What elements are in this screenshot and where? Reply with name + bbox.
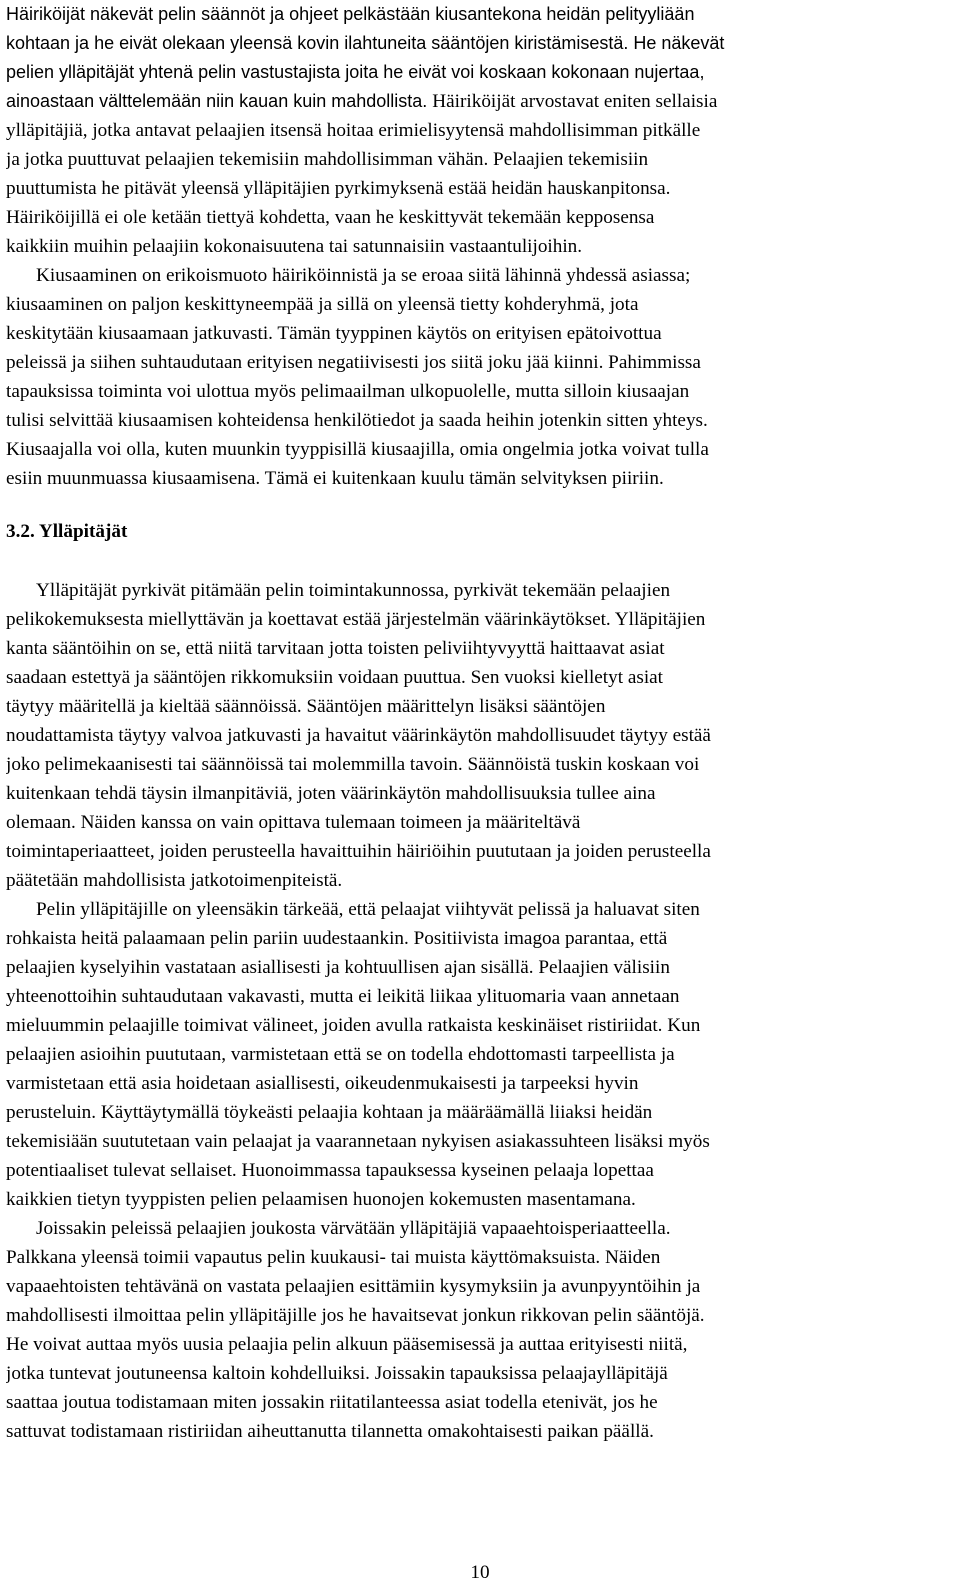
text-line: päätetään mahdollisista jatkotoimenpiteistä. — [6, 870, 343, 891]
text-line: kaikkien tietyn tyyppisten pelien pelaamisen huonojen kokemusten masentamana. — [6, 1189, 636, 1210]
text-line: täytyy määritellä ja kieltää säännöissä. Sääntöjen määrittelyn lisäksi sääntöjen — [6, 696, 606, 717]
text-line: Joissakin peleissä pelaajien joukosta värvätään ylläpitäjiä vapaaehtoisperiaatteella. — [36, 1218, 671, 1239]
document-page — [6, 0, 950, 1446]
text-fragment: ainoastaan välttelemään niin kauan kuin mahdollista. — [6, 91, 428, 111]
text-line: tapauksissa toiminta voi ulottua myös pelimaailman ulkopuolelle, mutta silloin kiusaajan — [6, 381, 690, 402]
text-fragment: Häiriköijät arvostavat eniten sellaisia — [432, 91, 718, 112]
text-line: mahdollisesti ilmoittaa pelin ylläpitäjille jos he havaitsevat jonkun rikkovan pelin sääntöjä. — [6, 1305, 705, 1326]
text-line: noudattamista täytyy valvoa jatkuvasti ja havaitut väärinkäytön mahdollisuudet täytyy estää — [6, 725, 711, 746]
text-line: kiusaaminen on paljon keskittyneempää ja sillä on yleensä tietty kohderyhmä, jota — [6, 294, 639, 315]
text-line: pelaajien asioihin puututaan, varmistetaan että se on todella ehdottomasti tarpeellista ja — [6, 1044, 675, 1065]
text-line: pelikokemuksesta miellyttävän ja koettavat estää järjestelmän väärinkäytökset. Ylläpitäjien — [6, 609, 706, 630]
text-line: olemaan. Näiden kanssa on vain opittava tulemaan toimeen ja määriteltävä — [6, 812, 581, 833]
text-line: peleissä ja siihen suhtaudutaan erityisen negatiivisesti jos siitä joku jää kiinni. Pahimmissa — [6, 352, 701, 373]
paragraph-admins-goals — [6, 576, 950, 895]
text-line: Pelin ylläpitäjille on yleensäkin tärkeää, että pelaajat viihtyvät pelissä ja haluavat siten — [36, 899, 700, 920]
text-line: saadaan estettyä ja sääntöjen rikkomuksiin voidaan puuttua. Sen vuoksi kielletyt asiat — [6, 667, 664, 688]
paragraph-bullying — [6, 261, 950, 493]
paragraph-troublemakers-admins — [6, 116, 950, 261]
text-line: potentiaaliset tulevat sellaiset. Huonoimmassa tapauksessa kyseinen pelaaja lopettaa — [6, 1160, 654, 1181]
text-line-mixed — [6, 87, 950, 116]
text-line: perusteluin. Käyttäytymällä töykeästi pelaajia kohtaan ja määräämällä liiaksi heidän — [6, 1102, 653, 1123]
text-line: saattaa joutua todistamaan miten jossakin riitatilanteessa asiat todella etenivät, jos he — [6, 1392, 658, 1413]
text-line: kuitenkaan tehdä täysin ilmanpitäviä, joten väärinkäytön mahdollisuuksia tullee aina — [6, 783, 656, 804]
text-line: kohtaan ja he eivät olekaan yleensä kovin ilahtuneita sääntöjen kiristämisestä. He näkevät — [6, 33, 725, 53]
text-line: ylläpitäjiä, jotka antavat pelaajien itsensä hoitaa erimielisyytensä mahdollisimman pitkälle — [6, 120, 701, 141]
text-line: rohkaista heitä palaamaan pelin pariin uudestaankin. Positiivista imagoa parantaa, että — [6, 928, 668, 949]
text-line: tulisi selvittää kiusaamisen kohteidensa henkilötiedot ja saada heihin jotenkin sitten yhteys. — [6, 410, 708, 431]
text-line: Häiriköijät näkevät pelin säännöt ja ohjeet pelkästään kiusantekona heidän pelityyliään — [6, 4, 695, 24]
text-line: Ylläpitäjät pyrkivät pitämään pelin toimintakunnossa, pyrkivät tekemään pelaajien — [36, 580, 671, 601]
text-line: puuttumista he pitävät yleensä ylläpitäjien pyrkimyksenä estää heidän hauskanpitonsa. — [6, 178, 671, 199]
text-line: kaikkiin muihin pelaajiin kokonaisuutena tai satunnaisiin vastaantulijoihin. — [6, 236, 583, 257]
text-line: Kiusaajalla voi olla, kuten muunkin tyyppisillä kiusaajilla, omia ongelmia jotka voivat tulla — [6, 439, 709, 460]
text-line: Häiriköijillä ei ole ketään tiettyä kohdetta, vaan he keskittyvät tekemään kepposensa — [6, 207, 655, 228]
text-line: kanta sääntöihin on se, että niitä tarvitaan jotta toisten peliviihtyvyyttä haittaavat asiat — [6, 638, 665, 659]
page-number: 10 — [470, 1562, 490, 1583]
text-line: Kiusaaminen on erikoismuoto häiriköinnistä ja se eroaa siitä lähinnä yhdessä asiassa; — [36, 265, 691, 286]
text-line: jotka tuntevat joutuneensa kaltoin kohdelluiksi. Joissakin tapauksissa pelaajaylläpitäjä — [6, 1363, 668, 1384]
text-line: sattuvat todistamaan ristiriidan aiheuttanutta tilannetta omakohtaisesti paikan päällä. — [6, 1421, 654, 1442]
text-line: esiin muunmuassa kiusaamisena. Tämä ei kuitenkaan kuulu tämän selvityksen piiriin. — [6, 468, 664, 489]
text-line: mieluummin pelaajille toimivat välineet, joiden avulla ratkaista keskinäiset ristiriidat. Kun — [6, 1015, 701, 1036]
text-line: joko pelimekaanisesti tai säännöissä tai molemmilla tavoin. Säännöistä tuskin koskaan voi — [6, 754, 700, 775]
text-line: vapaaehtoisten tehtävänä on vastata pelaajien esittämiin kysymyksiin ja avunpyyntöihin ja — [6, 1276, 701, 1297]
section-heading: 3.2. Ylläpitäjät — [6, 521, 128, 542]
paragraph-troublemakers-intro — [6, 0, 950, 116]
text-line: tekemisiään suututetaan vain pelaajat ja vaarannetaan nykyisen asiakassuhteen lisäksi myös — [6, 1131, 710, 1152]
text-line: varmistetaan että asia hoidetaan asiallisesti, oikeudenmukaisesti ja tarpeeksi hyvin — [6, 1073, 639, 1094]
text-line: keskitytään kiusaamaan jatkuvasti. Tämän tyyppinen käytös on erityisen epätoivottua — [6, 323, 662, 344]
text-line: pelien ylläpitäjät yhtenä pelin vastustajista joita he eivät voi koskaan kokonaan nujertaa, — [6, 62, 705, 82]
text-line: Palkkana yleensä toimii vapautus pelin kuukausi- tai muista käyttömaksuista. Näiden — [6, 1247, 661, 1268]
text-line: ja jotka puuttuvat pelaajien tekemisiin mahdollisimman vähän. Pelaajien tekemisiin — [6, 149, 649, 170]
text-line: yhteenottoihin suhtaudutaan vakavasti, mutta ei leikitä liikaa ylituomaria vaan annetaan — [6, 986, 680, 1007]
text-line: pelaajien kyselyihin vastataan asiallisesti ja kohtuullisen ajan sisällä. Pelaajien välisiin — [6, 957, 670, 978]
text-line: toimintaperiaatteet, joiden perusteella havaittuihin häiriöihin puututaan ja joiden perusteella — [6, 841, 711, 862]
text-line: He voivat auttaa myös uusia pelaajia pelin alkuun pääsemisessä ja auttaa erityisesti niitä, — [6, 1334, 688, 1355]
paragraph-volunteer-admins — [6, 1214, 950, 1446]
paragraph-player-satisfaction — [6, 895, 950, 1214]
